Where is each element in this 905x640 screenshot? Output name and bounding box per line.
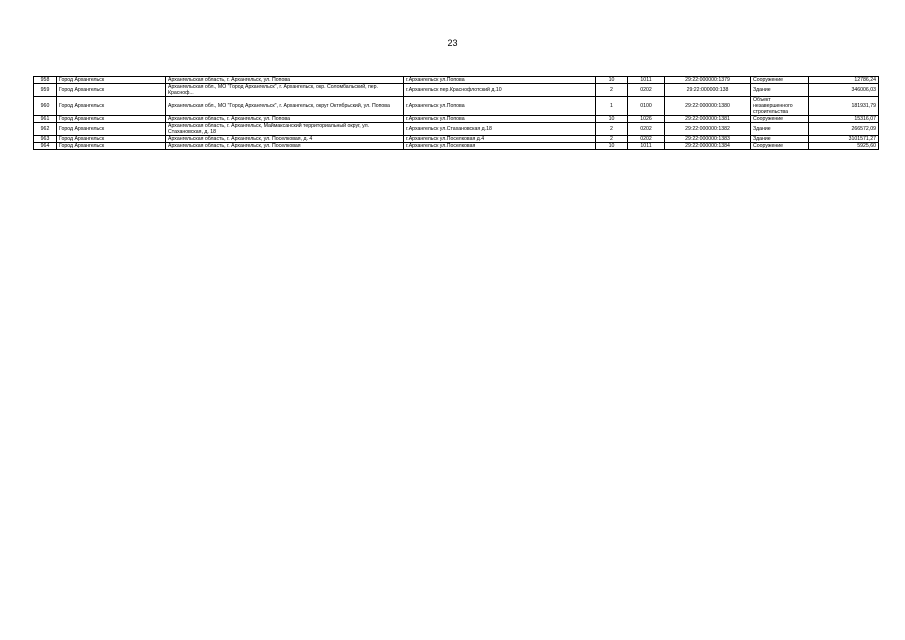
address-cell: Архангельская область, г. Архангельск, Маймаксанский территориальный округ, ул. Стахановская, д. 18 — [166, 123, 404, 136]
object-type-cell: Здание — [751, 123, 809, 136]
cadastral-value-cell: 5925,60 — [809, 143, 879, 150]
district-cell: Город Архангельск — [57, 136, 166, 143]
short-address-cell: г.Архангельск ул.Попова — [404, 116, 596, 123]
short-address-cell: г.Архангельск ул.Стахановская д.18 — [404, 123, 596, 136]
code-cell: 0100 — [628, 97, 665, 116]
object-type-cell: Сооружение — [751, 77, 809, 84]
object-type-cell: Здание — [751, 84, 809, 97]
code-cell: 1011 — [628, 143, 665, 150]
short-address-cell: г.Архангельск ул.Поселковая д.4 — [404, 136, 596, 143]
row-number-cell: 959 — [34, 84, 57, 97]
table-row — [34, 84, 879, 97]
object-type-cell: Сооружение — [751, 143, 809, 150]
table-row — [34, 77, 879, 84]
page-number: 23 — [447, 38, 458, 48]
address-cell: Архангельская обл., МО "Город Архангельск", г. Архангельск, окр. Соломбальский, пер. Красноф... — [166, 84, 404, 97]
table-row — [34, 136, 879, 143]
table-row — [34, 97, 879, 116]
address-cell: Архангельская область, г. Архангельск, ул. Попова — [166, 116, 404, 123]
cadastral-value-cell: 346006,03 — [809, 84, 879, 97]
row-number-cell: 962 — [34, 123, 57, 136]
address-cell: Архангельская область, г. Архангельск, ул. Попова — [166, 77, 404, 84]
district-cell: Город Архангельск — [57, 77, 166, 84]
address-cell: Архангельская обл., МО "Город Архангельск", г. Архангельск, округ Октябрьский, ул. Попова — [166, 97, 404, 116]
code-cell: 10 — [596, 77, 628, 84]
row-number-cell: 958 — [34, 77, 57, 84]
cadastral-value-cell: 15316,07 — [809, 116, 879, 123]
cadastral-number-cell: 29:22:000000:1384 — [665, 143, 751, 150]
row-number-cell: 964 — [34, 143, 57, 150]
code-cell: 2 — [596, 84, 628, 97]
code-cell: 1 — [596, 97, 628, 116]
district-cell: Город Архангельск — [57, 123, 166, 136]
code-cell: 0202 — [628, 84, 665, 97]
code-cell: 0202 — [628, 123, 665, 136]
district-cell: Город Архангельск — [57, 97, 166, 116]
row-number-cell: 963 — [34, 136, 57, 143]
cadastral-value-cell: 3101571,27 — [809, 136, 879, 143]
cadastral-number-cell: 29:22:000000:138 — [665, 84, 751, 97]
row-number-cell: 960 — [34, 97, 57, 116]
table-row — [34, 123, 879, 136]
short-address-cell: г.Архангельск пер.Краснофлотский д.10 — [404, 84, 596, 97]
code-cell: 1026 — [628, 116, 665, 123]
cadastral-number-cell: 29:22:000000:1379 — [665, 77, 751, 84]
code-cell: 2 — [596, 136, 628, 143]
object-type-cell: Здание — [751, 136, 809, 143]
address-cell: Архангельская область, г. Архангельск, ул. Поселковая, д. 4 — [166, 136, 404, 143]
object-type-cell: Сооружение — [751, 116, 809, 123]
short-address-cell: г.Архангельск ул.Поселковая — [404, 143, 596, 150]
short-address-cell: г.Архангельск ул.Попова — [404, 77, 596, 84]
code-cell: 10 — [596, 116, 628, 123]
table-row — [34, 116, 879, 123]
district-cell: Город Архангельск — [57, 84, 166, 97]
cadastral-number-cell: 29:22:000000:1382 — [665, 123, 751, 136]
code-cell: 2 — [596, 123, 628, 136]
cadastral-number-cell: 29:22:000000:1383 — [665, 136, 751, 143]
address-cell: Архангельская область, г. Архангельск, ул. Поселковая — [166, 143, 404, 150]
cadastral-value-cell: 266572,09 — [809, 123, 879, 136]
row-number-cell: 961 — [34, 116, 57, 123]
cadastral-value-cell: 181931,79 — [809, 97, 879, 116]
object-type-cell: Объект незавершенного строительства — [751, 97, 809, 116]
short-address-cell: г.Архангельск ул.Попова — [404, 97, 596, 116]
cadastral-value-cell: 12786,24 — [809, 77, 879, 84]
property-table — [33, 76, 879, 150]
district-cell: Город Архангельск — [57, 116, 166, 123]
district-cell: Город Архангельск — [57, 143, 166, 150]
cadastral-number-cell: 29:22:000000:1380 — [665, 97, 751, 116]
code-cell: 1011 — [628, 77, 665, 84]
code-cell: 10 — [596, 143, 628, 150]
table-row — [34, 143, 879, 150]
code-cell: 0202 — [628, 136, 665, 143]
cadastral-number-cell: 29:22:000000:1381 — [665, 116, 751, 123]
